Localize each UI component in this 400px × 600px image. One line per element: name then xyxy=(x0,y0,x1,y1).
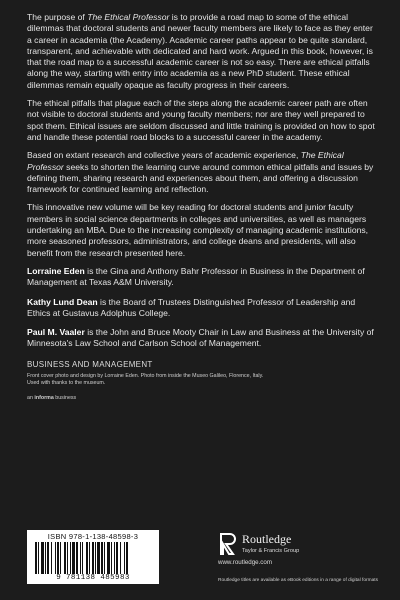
ebook-availability-note: Routledge titles are available as eBook editions in a range of digital formats xyxy=(218,578,378,583)
barcode-bar xyxy=(92,542,94,574)
author-bio-2 xyxy=(27,297,375,320)
routledge-logo-icon xyxy=(218,532,238,556)
description-paragraph-3 xyxy=(27,150,375,195)
barcode-bar xyxy=(57,542,59,574)
author-bio-text: is the Gina and Anthony Bahr Professor in Business in the Department of Management at Texas A&M University. xyxy=(27,265,365,288)
subject-category: BUSINESS AND MANAGEMENT xyxy=(27,359,153,369)
barcode-bar xyxy=(38,542,39,574)
author-bio-3 xyxy=(27,327,375,350)
barcode-bar xyxy=(107,542,110,574)
barcode-bar xyxy=(51,542,52,574)
barcode-digits: 9 781138 485983 xyxy=(56,574,130,582)
barcode-bar xyxy=(70,542,71,574)
informa-business-mark xyxy=(27,395,375,401)
publisher-group: Taylor & Francis Group xyxy=(242,548,300,554)
barcode-bar xyxy=(60,542,61,574)
text-span: seeks to shorten the learning curve around common ethical pitfalls and issues by defining them, sharing research and experiences about them, and offering a discussion framework for continued learning and reflection. xyxy=(27,161,374,195)
cover-credits-line-1: Front cover photo and design by Lorraine Eden. Photo from inside the Museo Galileo, Florence, Italy. xyxy=(27,372,264,379)
barcode-bar xyxy=(126,542,128,574)
cover-credits-line-2: Used with thanks to the museum. xyxy=(27,380,106,387)
barcode-bar xyxy=(111,542,112,574)
author-name: Lorraine Eden xyxy=(27,265,85,276)
isbn-barcode xyxy=(27,530,159,584)
barcode-bar xyxy=(114,542,115,574)
author-bio-text: is the Board of Trustees Distinguished Professor of Leadership and Ethics at Gustavus Adolphus College. xyxy=(27,296,356,318)
barcode-bar xyxy=(41,542,44,574)
isbn-label: ISBN 978-1-138-48598-3 xyxy=(47,532,139,541)
book-title-italic: The Ethical Professor xyxy=(87,12,170,22)
publisher-url: www.routledge.com xyxy=(218,559,272,566)
author-bio-1 xyxy=(27,266,375,289)
barcode-bar xyxy=(47,542,49,574)
text-span: is to provide a road map to some of the ethical dilemmas that doctoral students and newer faculty members are likely to face as they enter a career in academia (the Academy). Academic career paths appear to be quite standard, transparent, and achievable with dedicated and hard work. Argued in this book, however, is that the road map to a successful academic career is not so easy. There are ethical pitfalls along the way, starting with entry into academia as a new PhD student. These ethical dilemmas remain equally opaque as faculty progress in their careers. xyxy=(27,12,373,90)
text-span: business xyxy=(53,394,77,401)
barcode-bar xyxy=(104,542,105,574)
author-bio-text: is the John and Bruce Mooty Chair in Law and Business at the University of Minnesota's Law School and Carlson School of Management. xyxy=(27,327,374,349)
barcode-bar xyxy=(116,542,118,574)
barcode-bar xyxy=(76,542,78,574)
barcode-bar xyxy=(95,542,96,574)
publisher-name: Routledge xyxy=(242,532,292,546)
barcode-bar xyxy=(67,542,68,574)
description-paragraph-2: The ethical pitfalls that plague each of the steps along the academic career path are often not visible to doctoral students and young faculty members; nor are they well prepared to spot them. Ethical issues are seldom discussed and little training is provided on how to spot and handle these potential road blocks to a successful career in the academy. xyxy=(27,98,375,142)
barcode-bar xyxy=(80,542,81,574)
barcode-bar xyxy=(101,542,103,574)
barcode-bar xyxy=(120,542,121,574)
barcode-bar xyxy=(64,542,66,574)
description-paragraph-4: This innovative new volume will be key reading for doctoral students and junior faculty members in social science departments in colleges and universities, as well as managers undertaking an MBA. Due to the increasing complexity of managing academic institutions, more seasoned professors, administrators, and college deans and presidents, will also benefit from the research presented here. xyxy=(27,202,369,258)
informa-brand: informa xyxy=(34,394,54,401)
author-name: Paul M. Vaaler xyxy=(27,327,85,338)
barcode-bar xyxy=(82,542,83,574)
book-title-italic: The Ethical Professor xyxy=(27,150,344,172)
barcode-bar xyxy=(89,542,90,574)
barcode-bar xyxy=(35,542,37,574)
publisher-block xyxy=(218,532,378,568)
barcode-bar xyxy=(86,542,88,574)
text-span: Based on extant research and collective years of academic experience, xyxy=(27,150,301,161)
description-paragraph-1 xyxy=(27,12,375,91)
barcode-bar xyxy=(45,542,46,574)
author-name: Kathy Lund Dean xyxy=(27,296,98,307)
text-span: The purpose of xyxy=(27,12,88,22)
barcode-bar xyxy=(55,542,56,574)
barcode-bar xyxy=(72,542,75,574)
text-span: an xyxy=(27,394,35,401)
barcode-bar xyxy=(124,542,125,574)
back-cover-text xyxy=(27,12,375,401)
barcode-bar xyxy=(97,542,100,574)
barcode-bars xyxy=(33,542,153,574)
